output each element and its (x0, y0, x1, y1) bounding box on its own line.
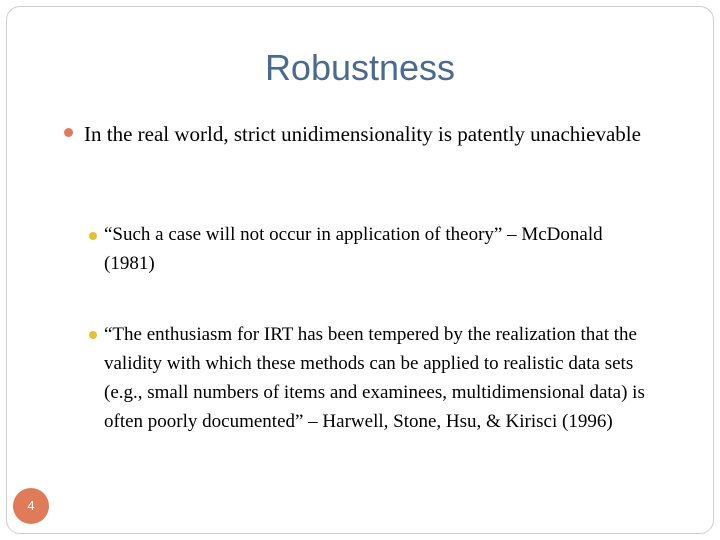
sub-bullet-dot-icon (89, 331, 97, 339)
bullet-level2-quote-harwell: “The enthusiasm for IRT has been tempered by the realization that the validity with which these methods can be applied to realistic data sets (e.g., small numbers of items and examinees, multidimensional data) is often poorly documented” – Harwell, Stone, Hsu, & Kirisci (1996) (104, 324, 645, 432)
bullet-level1: In the real world, strict unidimensionality is patently unachievable (84, 122, 641, 146)
bullet-dot-icon (64, 128, 73, 137)
bullet-level2-quote-mcdonald: “Such a case will not occur in application of theory” – McDonald (1981) (104, 224, 603, 274)
slide-title: Robustness (264, 47, 456, 88)
page-number-badge: 4 (13, 488, 49, 524)
sub-bullet-dot-icon (89, 232, 97, 240)
